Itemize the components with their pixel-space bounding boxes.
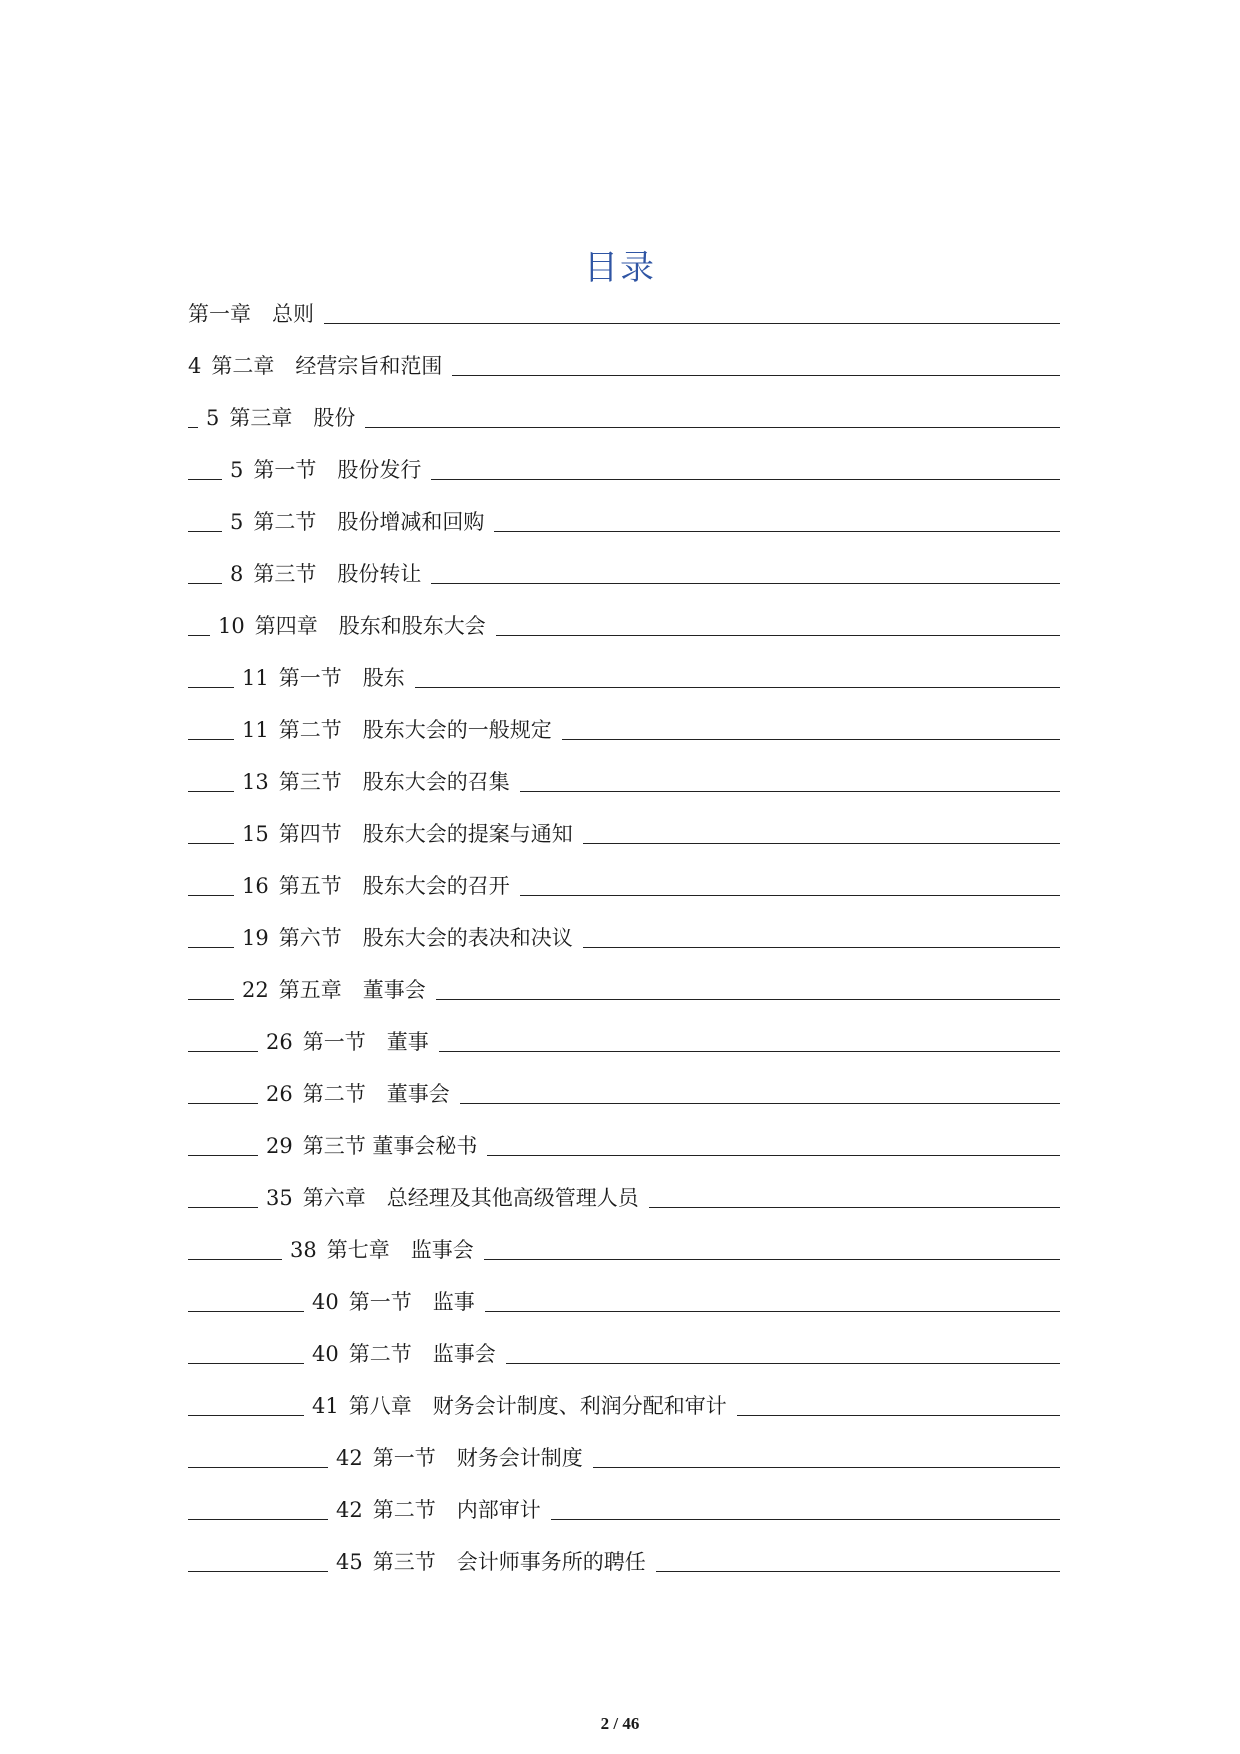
toc-entry-page: 26 (266, 1082, 293, 1106)
toc-entry[interactable] (188, 1276, 1060, 1328)
leader-line (188, 1466, 328, 1468)
toc-entry-page: 40 (312, 1290, 339, 1314)
toc-entry-page: 38 (290, 1238, 317, 1262)
leader-line (551, 1518, 1060, 1520)
leader-line (431, 582, 1060, 584)
leader-line (188, 1154, 258, 1156)
toc-entry-title: 第三节 董事会秘书 (302, 1134, 478, 1158)
toc-entry-page: 10 (218, 614, 245, 638)
toc-entry[interactable] (188, 964, 1060, 1016)
leader-line (188, 790, 234, 792)
toc-entry[interactable] (188, 1172, 1060, 1224)
toc-entry[interactable] (188, 1068, 1060, 1120)
leader-line (506, 1362, 1060, 1364)
leader-line (460, 1102, 1060, 1104)
leader-line (188, 582, 222, 584)
toc-entry-title: 第一节 财务会计制度 (372, 1446, 583, 1470)
toc-entry[interactable] (188, 1120, 1060, 1172)
toc-entry-title: 第四章 股东和股东大会 (254, 614, 486, 638)
leader-line (656, 1570, 1060, 1572)
toc-entry-title: 第八章 财务会计制度、利润分配和审计 (348, 1394, 727, 1418)
toc-entry[interactable] (188, 860, 1060, 912)
toc-entry[interactable] (188, 756, 1060, 808)
toc-entry-title: 第七章 监事会 (326, 1238, 474, 1262)
toc-entry[interactable] (188, 652, 1060, 704)
toc-entry-page: 40 (312, 1342, 339, 1366)
leader-line (188, 1570, 328, 1572)
leader-line (484, 1258, 1060, 1260)
toc-entry-page: 5 (206, 406, 220, 430)
leader-line (365, 426, 1060, 428)
toc-entry-title: 第五章 董事会 (278, 978, 426, 1002)
toc-entry[interactable] (188, 808, 1060, 860)
leader-line (494, 530, 1060, 532)
toc-entry-title: 第五节 股东大会的召开 (278, 874, 510, 898)
leader-line (188, 1310, 304, 1312)
toc-entry-title: 第二节 内部审计 (372, 1498, 541, 1522)
toc-entry[interactable] (188, 548, 1060, 600)
toc-entry-title: 第一节 董事 (302, 1030, 429, 1054)
leader-line (737, 1414, 1060, 1416)
toc-entry[interactable] (188, 340, 1060, 392)
toc-entry-page: 45 (336, 1550, 363, 1574)
leader-line (188, 1102, 258, 1104)
toc-entry-title: 第三章 股份 (229, 406, 356, 430)
leader-line (436, 998, 1060, 1000)
toc-entry[interactable] (188, 1224, 1060, 1276)
toc-entry[interactable] (188, 1016, 1060, 1068)
toc-entry-page: 26 (266, 1030, 293, 1054)
leader-line (496, 634, 1060, 636)
leader-line (188, 894, 234, 896)
toc-entry-title: 第三节 股份转让 (253, 562, 422, 586)
toc-entry-page: 42 (336, 1446, 363, 1470)
toc-entry[interactable] (188, 912, 1060, 964)
toc-entry-page: 13 (242, 770, 269, 794)
toc-entry-title: 第三节 会计师事务所的聘任 (372, 1550, 646, 1574)
leader-line (415, 686, 1060, 688)
leader-line (188, 946, 234, 948)
leader-line (485, 1310, 1060, 1312)
toc-entry-title: 第六节 股东大会的表决和决议 (278, 926, 573, 950)
toc-entry-title: 第四节 股东大会的提案与通知 (278, 822, 573, 846)
toc-entry-page: 22 (242, 978, 269, 1002)
toc-entry[interactable] (188, 496, 1060, 548)
leader-line (583, 842, 1060, 844)
toc-entry[interactable] (188, 1328, 1060, 1380)
leader-line (431, 478, 1060, 480)
toc-entry-title: 第二节 董事会 (302, 1082, 450, 1106)
leader-line (188, 1050, 258, 1052)
leader-line (188, 426, 198, 428)
toc-entry-page: 5 (230, 510, 244, 534)
toc-entry-page: 29 (266, 1134, 293, 1158)
leader-line (188, 1518, 328, 1520)
leader-line (188, 530, 222, 532)
toc-entry-title: 第二节 股东大会的一般规定 (278, 718, 552, 742)
leader-line (188, 1258, 282, 1260)
toc-entry-title: 第一节 股东 (278, 666, 405, 690)
leader-line (562, 738, 1060, 740)
toc-entry-page: 42 (336, 1498, 363, 1522)
toc-entry-title: 第一节 股份发行 (253, 458, 422, 482)
leader-line (452, 374, 1060, 376)
leader-line (520, 790, 1060, 792)
toc-entry-title: 第一节 监事 (348, 1290, 475, 1314)
leader-line (188, 1414, 304, 1416)
toc-title: 目录 (584, 248, 656, 288)
toc-list (188, 288, 1060, 1588)
toc-entry[interactable] (188, 392, 1060, 444)
toc-entry-title: 第一章 总则 (188, 302, 314, 326)
leader-line (593, 1466, 1060, 1468)
toc-entry[interactable] (188, 1380, 1060, 1432)
leader-line (487, 1154, 1060, 1156)
leader-line (188, 1206, 258, 1208)
toc-entry[interactable] (188, 444, 1060, 496)
toc-entry-title: 第二章 经营宗旨和范围 (211, 354, 443, 378)
toc-entry-page: 41 (312, 1394, 339, 1418)
toc-entry[interactable] (188, 1432, 1060, 1484)
toc-entry-title: 第二节 监事会 (348, 1342, 496, 1366)
leader-line (188, 686, 234, 688)
leader-line (188, 1362, 304, 1364)
toc-entry-page: 5 (230, 458, 244, 482)
leader-line (188, 738, 234, 740)
toc-entry[interactable] (188, 1536, 1060, 1588)
toc-entry[interactable] (188, 288, 1060, 340)
page-number: 2 / 46 (600, 1714, 640, 1733)
toc-entry-page: 15 (242, 822, 269, 846)
toc-entry-page: 8 (230, 562, 244, 586)
leader-line (188, 478, 222, 480)
toc-entry-page: 35 (266, 1186, 293, 1210)
leader-line (188, 842, 234, 844)
toc-entry[interactable] (188, 704, 1060, 756)
toc-entry-page: 19 (242, 926, 269, 950)
leader-line (188, 998, 234, 1000)
toc-entry[interactable] (188, 600, 1060, 652)
leader-line (324, 322, 1060, 324)
toc-entry-title: 第二节 股份增减和回购 (253, 510, 485, 534)
toc-entry-page: 16 (242, 874, 269, 898)
leader-line (520, 894, 1060, 896)
toc-entry-page: 4 (188, 354, 202, 378)
leader-line (188, 634, 210, 636)
leader-line (583, 946, 1060, 948)
leader-line (439, 1050, 1060, 1052)
toc-entry[interactable] (188, 1484, 1060, 1536)
leader-line (649, 1206, 1060, 1208)
toc-entry-page: 11 (242, 666, 269, 690)
toc-entry-title: 第三节 股东大会的召集 (278, 770, 510, 794)
toc-entry-page: 11 (242, 718, 269, 742)
toc-entry-title: 第六章 总经理及其他高级管理人员 (302, 1186, 639, 1210)
